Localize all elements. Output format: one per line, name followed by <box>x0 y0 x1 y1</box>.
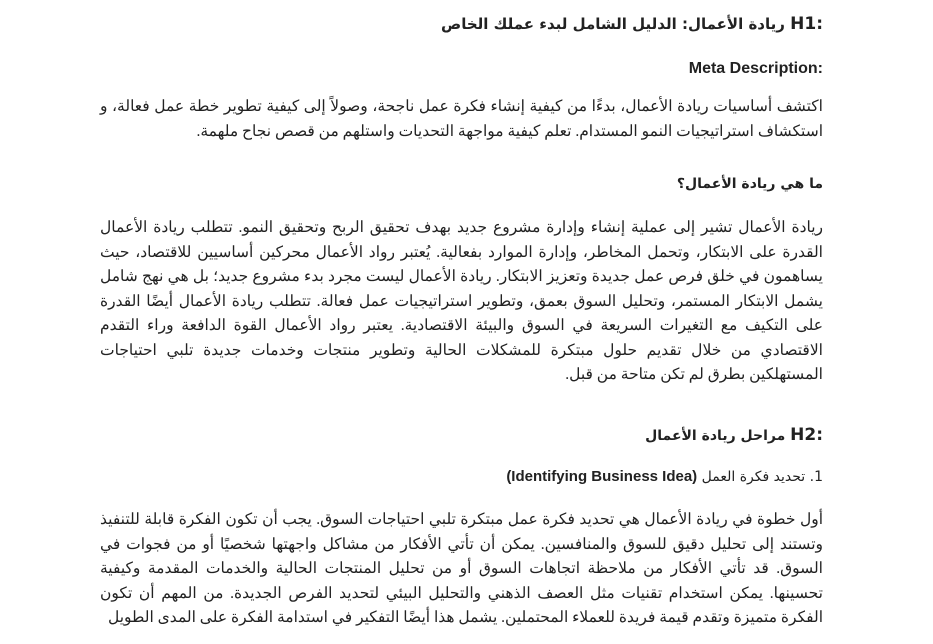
h2-heading <box>645 425 823 445</box>
h1-tag: H1: <box>790 14 823 34</box>
h2-title: مراحل ريادة الأعمال <box>645 428 786 444</box>
step-1-title-en: (Identifying Business Idea) <box>506 468 698 485</box>
h1-title: ريادة الأعمال: الدليل الشامل لبدء عملك الخاص <box>441 15 785 33</box>
h1-heading <box>441 14 823 34</box>
step-1-paragraph: أول خطوة في ريادة الأعمال هي تحديد فكرة عمل مبتكرة تلبي احتياجات السوق. يجب أن تكون الفكرة قابلة للتنفيذ وتستند إلى تحليل دقيق للسوق والمنافسين. يمكن أن تأتي الأفكار من مشاكل واجهتها شخصيًا أو من فجوات في السوق. قد تأتي الأفكار من ملاحظة اتجاهات السوق أو من تحليل المنتجات الحالية والخدمات المقدمة وكيفية تحسينها. يمكن استخدام تقنيات مثل العصف الذهني والتحليل البيئي لتحديد الفرص الجديدة. من المهم أن تكون الفكرة متميزة وتقدم قيمة فريدة للعملاء المحتملين. يشمل هذا أيضًا التفكير في استدامة الفكرة على المدى الطويل <box>100 511 823 626</box>
meta-description-label: :Meta Description <box>688 60 823 77</box>
step-1-number: 1. <box>809 469 823 485</box>
section-what-paragraph: ريادة الأعمال تشير إلى عملية إنشاء وإدارة مشروع جديد بهدف تحقيق الربح وتحقيق النمو. تتطلب ريادة الأعمال القدرة على الابتكار، وتحمل المخاطر، وإدارة الموارد بفعالية. يُعتبر رواد الأعمال محركين أساسيين للاقتصاد، حيث يساهمون في خلق فرص عمل جديدة وتعزيز الابتكار. ريادة الأعمال ليست مجرد بدء مشروع جديد؛ بل هي نهج شامل يشمل الابتكار المستمر، وتحليل السوق بعمق، وتطوير استراتيجيات عمل فعالة. تتطلب ريادة الأعمال أيضًا القدرة على التكيف مع التغيرات السريعة في السوق والبيئة الاقتصادية. يعتبر رواد الأعمال القوة الدافعة وراء التقدم الاقتصادي من خلال تقديم حلول مبتكرة للمشكلات الحالية وتطوير منتجات وخدمات جديدة تلبي احتياجات المستهلكين بطرق لم تكن متاحة من قبل. <box>100 219 823 383</box>
section-what-heading: ما هي ريادة الأعمال؟ <box>676 176 823 192</box>
h2-tag: H2: <box>790 425 823 445</box>
meta-description-text: اكتشف أساسيات ريادة الأعمال، بدءًا من كيفية إنشاء فكرة عمل ناجحة، وصولاً إلى كيفية تطوير خطة عمل فعالة، و استكشاف استراتيجيات النمو المستدام. تعلم كيفية مواجهة التحديات واستلهم من قصص نجاح ملهمة. <box>100 98 823 140</box>
step-1-title-ar: تحديد فكرة العمل <box>701 469 806 485</box>
step-1-heading <box>506 468 823 485</box>
